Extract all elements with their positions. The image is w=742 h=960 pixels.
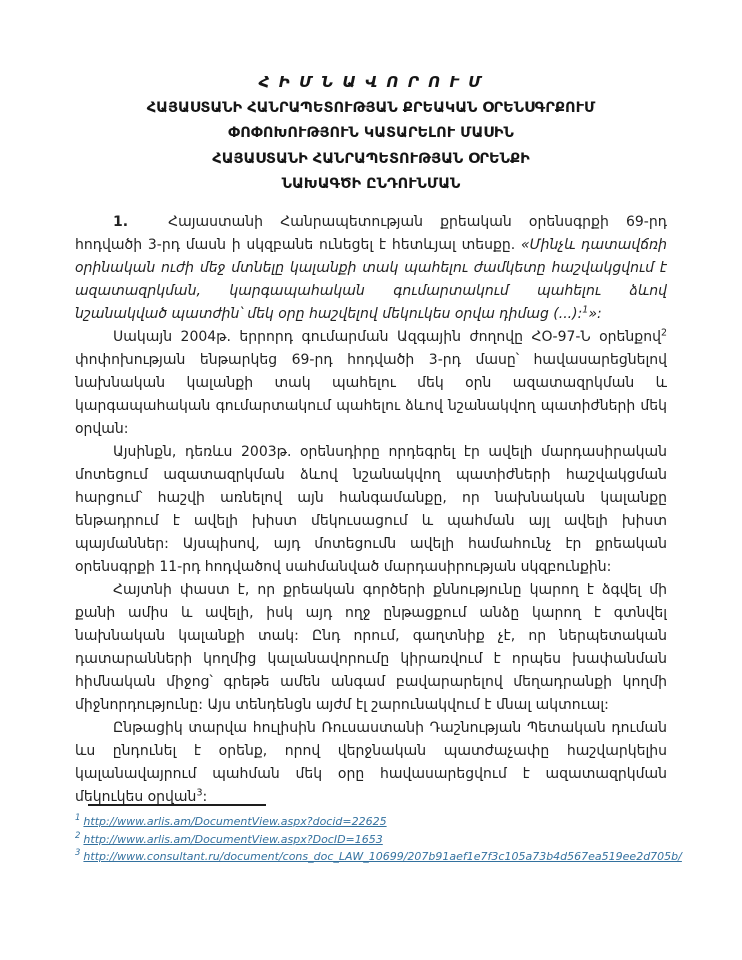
footnote-link[interactable]: http://www.consultant.ru/document/cons_doc_LAW_10699/207b91aef1e7f3c105a73b4d567ea519ee2d705b/ [83,850,682,863]
title-main-line: Հ Ի Մ Ն Ա Վ Ո Ր Ո Ւ Մ [258,73,484,91]
footnote-list [75,813,682,866]
document-body [75,211,667,811]
footnote-item [75,813,667,831]
footnote-link[interactable]: http://www.arlis.am/DocumentView.aspx?docid=22625 [83,815,387,828]
footnote-marker: 2 [75,830,81,841]
footnote-ref: 3 [196,786,203,798]
footnote-item [75,848,682,866]
paragraph-text: Սակայն 2004թ. երրորդ գումարման Ազգային ժողովը ՀՕ-97-Ն օրենքով [113,328,661,345]
title-line: ՀԱՅԱՍՏԱՆԻ ՀԱՆՐԱՊԵՏՈՒԹՅԱՆ ՕՐԵՆՔԻ [212,150,530,167]
footnote-marker: 1 [75,813,81,824]
paragraph [75,211,667,326]
footnote-ref: 1 [582,303,589,315]
paragraph-number: 1. [113,213,129,230]
paragraph-text: Այսինքն, դեռևս 2003թ. օրենսդիրը որդեգրել էր ավելի մարդասիրական մոտեցում ազատազրկման ձևով նշանակվող պատիժների հաշվակցման հարցում՝ հաշվի առնելով այն հանգամանքը, որ նախնական կալանքը ենթադրում է ավելի խիստ մեկուսացում և պահման այլ ավելի խիստ պայմաններ: Այսպիսով, այդ մոտեցումն ավելի համահունչ էր քրեական օրենսգրքի 11-րդ հոդվածով սահմանված մարդասիրության սկզբունքին: [75,443,667,575]
title-line: ՆԱԽԱԳԾԻ ԸՆԴՈՒՆՄԱՆ [281,176,461,192]
footnote-item [75,831,667,849]
footnote-marker: 3 [75,848,81,859]
paragraph-text: Ընթացիկ տարվա հուլիսին Ռուսաստանի Դաշնության Պետական դուման ևս ընդունել է օրենք, որով վերջնական պատժաչափը հաշվարկելիս կալանավայրում պահման մեկ օրը հավասարեցվում է ազատազրկման մեկուկես օրվան [75,719,667,805]
paragraph-text: Հայտնի փաստ է, որ քրեական գործերի քննությունը կարող է ձգվել մի քանի ամիս և ավելի, իսկ այդ ողջ ընթացքում անձը կարող է գտնվել նախնական կալանքի տակ: Ընդ որում, գաղտնիք չէ, որ ներպետական դատարանների կողմից կալանավորումը կիրառվում է որպես խափանման հիմնական միջոց՝ գրեթե ամեն անգամ բավարարելով մեղադրանքի կողմի միջնորդությունը: Այս տենդենցն այժմ էլ շարունակվում է մնալ ակտուալ: [75,581,667,713]
footnote-ref: 2 [660,326,667,338]
footnotes-section [75,804,682,866]
paragraph [75,717,667,809]
paragraph [75,326,667,441]
document-title [75,70,667,198]
paragraph [75,579,667,717]
footnote-link[interactable]: http://www.arlis.am/DocumentView.aspx?DocID=1653 [83,832,383,846]
paragraph-text: : [202,788,208,805]
title-line: ՓՈՓՈԽՈՒԹՅՈՒՆ ԿԱՏԱՐԵԼՈՒ ՄԱՍԻՆ [228,125,514,141]
footnote-divider [88,804,266,806]
paragraph [75,441,667,579]
quote-text: »: [588,305,602,322]
quote-text: «Մինչև դատավճռի օրինական ուժի մեջ մտնելը կալանքի տակ պահելու ժամկետը հաշվակցվում է ազատազրկման, կարգապահական գումարտակում պահելու ձևով նշանակված պատժին՝ մեկ օրը հաշվելով մեկուկես օրվա դիմաց (...): [75,236,667,322]
title-line: ՀԱՅԱՍՏԱՆԻ ՀԱՆՐԱՊԵՏՈՒԹՅԱՆ ՔՐԵԱԿԱՆ ՕՐԵՆՍԳՐՔՈՒՄ [146,99,596,116]
paragraph-text: Հայաստանի Հանրապետության քրեական օրենսգրքի 69-րդ հոդվածի 3-րդ մասն ի սկզբանե ունեցել է հետևյալ տեսքը. [75,213,667,253]
paragraph-text: փոփոխության ենթարկեց 69-րդ հոդվածի 3-րդ մասը՝ հավասարեցնելով նախնական կալանքի տակ պահելու մեկ օրն ազատազրկման և կարգապահական գումարտակում պահելու ձևով նշանակվող պատիժների մեկ օրվան: [75,351,667,437]
